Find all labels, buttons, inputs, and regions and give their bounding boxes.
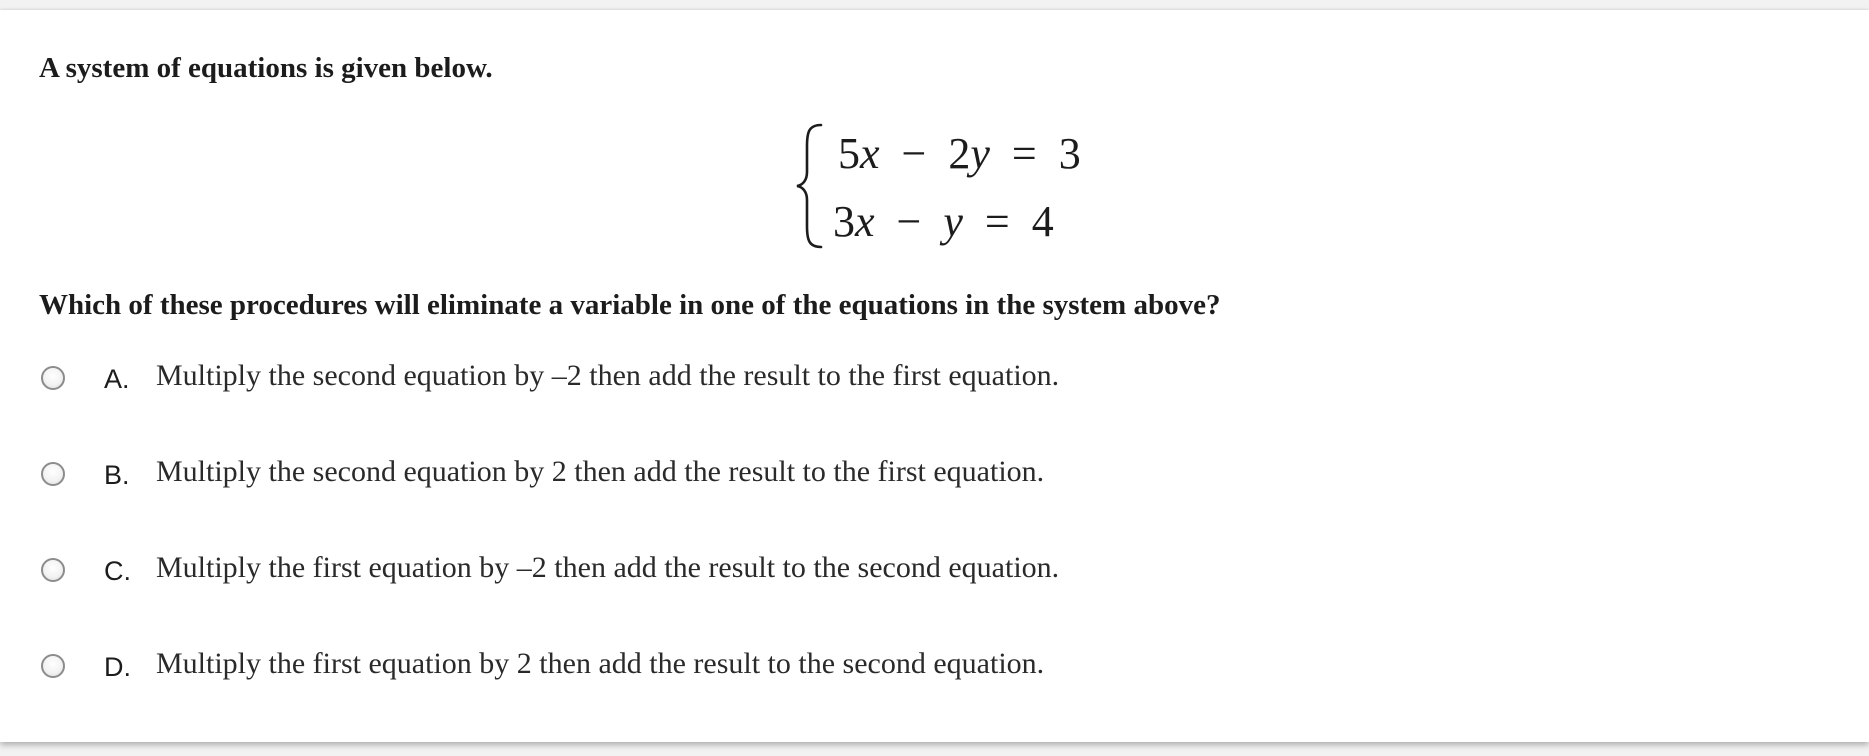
option-text-d: Multiply the first equation by 2 then add the result to the second equation.	[156, 647, 1045, 680]
radio-button-d[interactable]	[41, 654, 65, 678]
option-letter-a: A.	[104, 364, 130, 394]
equation-1-minus: −	[890, 129, 938, 178]
option-letter-d: D.	[104, 652, 131, 682]
option-text-c: Multiply the first equation by –2 then add the result to the second equation.	[156, 551, 1060, 584]
equation-2-coef-x: 3	[833, 197, 855, 246]
radio-button-a[interactable]	[41, 366, 65, 390]
option-letter-c: C.	[104, 556, 131, 586]
answer-option-b[interactable]	[0, 447, 1300, 507]
question-card	[0, 10, 1869, 742]
answer-option-a[interactable]	[0, 351, 1300, 411]
equation-2-minus: −	[885, 197, 933, 246]
option-text-b: Multiply the second equation by 2 then add the result to the first equation.	[156, 455, 1045, 488]
equation-1-var-x: x	[860, 129, 880, 178]
equation-1-var-y: y	[970, 129, 990, 178]
option-letter-b: B.	[104, 460, 130, 490]
equation-1-equals: =	[1000, 129, 1048, 178]
equation-2	[833, 197, 1054, 246]
equation-2-var-x: x	[855, 197, 875, 246]
radio-button-c[interactable]	[41, 558, 65, 582]
equation-1	[838, 129, 1081, 178]
equation-1-coef-x: 5	[838, 129, 860, 178]
equation-1-coef-y: 2	[948, 129, 971, 178]
answer-option-c[interactable]	[0, 543, 1300, 603]
question-intro: A system of equations is given below.	[39, 52, 493, 84]
equation-2-equals: =	[973, 197, 1021, 246]
equation-2-constant: 4	[1031, 197, 1054, 246]
radio-button-b[interactable]	[41, 462, 65, 486]
equation-1-constant: 3	[1058, 129, 1081, 178]
answer-option-d[interactable]	[0, 639, 1300, 699]
equation-system	[795, 122, 1095, 262]
left-brace	[795, 122, 825, 250]
equation-2-var-y: y	[943, 197, 963, 246]
option-text-a: Multiply the second equation by –2 then add the result to the first equation.	[156, 359, 1060, 392]
question-prompt: Which of these procedures will eliminate a variable in one of the equations in the system above?	[39, 289, 1221, 321]
